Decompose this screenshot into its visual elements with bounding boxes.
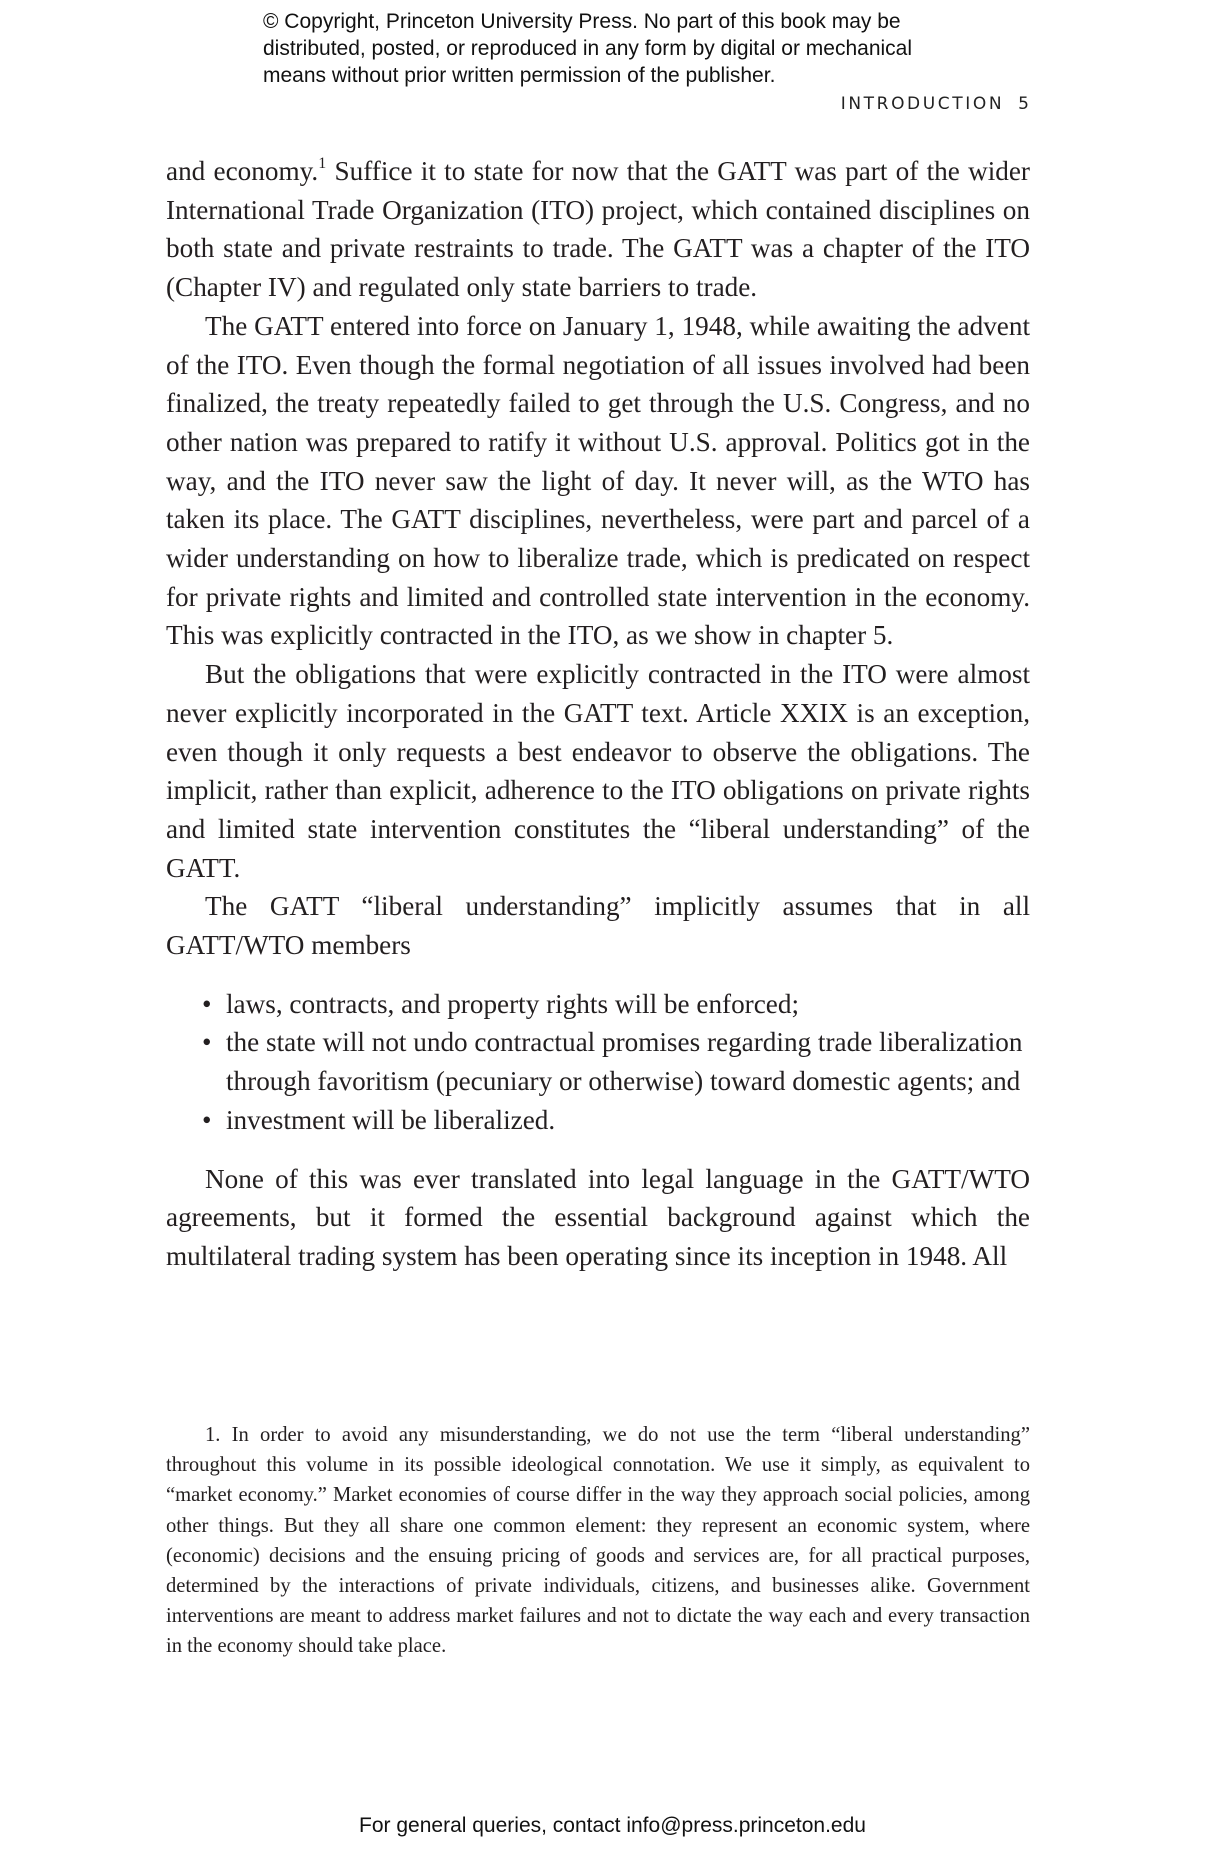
list-item-text: investment will be liberalized. [226, 1104, 556, 1135]
copyright-line-2: distributed, posted, or reproduced in any form by digital or mechanical [263, 37, 913, 60]
list-item-text: laws, contracts, and property rights will be enforced; [226, 988, 800, 1019]
copyright-notice [263, 8, 1043, 89]
running-head [841, 94, 1029, 114]
running-head-section: INTRODUCTION [840, 94, 1005, 114]
bullet-list [166, 985, 1030, 1140]
paragraph-4: The GATT “liberal understanding” implicitly assumes that in all GATT/WTO members [166, 891, 1030, 961]
bullet-icon: • [202, 1104, 212, 1135]
bullet-icon: • [202, 1027, 212, 1058]
paragraph-2: The GATT entered into force on January 1, 1948, while awaiting the advent of the ITO. Even though the formal negotiation of all issues involved had been finalized, the treaty repeatedly failed to get through the U.S. Congress, and no other nation was prepared to ratify it without U.S. approval. Politics got in the way, and the ITO never saw the light of day. It never will, as the WTO has taken its place. The GATT disciplines, nevertheless, were part and parcel of a wider understanding on how to liberalize trade, which is predicated on respect for private rights and limited and controlled state intervention in the economy. This was explicitly contracted in the ITO, as we show in chapter 5. [166, 310, 1030, 651]
list-item [202, 1023, 1030, 1100]
bullet-icon: • [202, 988, 212, 1019]
paragraph-3: But the obligations that were explicitly contracted in the ITO were almost never explicitly incorporated in the GATT text. Article XXIX is an exception, even though it only requests a best endeavor to observe the obligations. The implicit, rather than explicit, adherence to the ITO obligations on private rights and limited state intervention constitutes the “liberal understanding” of the GATT. [166, 659, 1030, 883]
list-item-text: the state will not undo contractual promises regarding trade liberalization through favoritism (pecuniary or otherwise) toward domestic agents; and [226, 1027, 1023, 1097]
copyright-line-3: means without prior written permission of the publisher. [263, 64, 776, 87]
paragraph-5: None of this was ever translated into legal language in the GATT/WTO agreements, but it formed the essential background against which the multilateral trading system has been operating since its inception in 1948. All [166, 1163, 1030, 1271]
list-item [202, 1101, 1030, 1140]
copyright-line-1: © Copyright, Princeton University Press. No part of this book may be [263, 10, 901, 33]
paragraph-1 [166, 152, 1030, 307]
footnote [166, 1420, 1030, 1662]
page-number: 5 [1018, 94, 1029, 114]
paragraph-1-start: and economy. [166, 156, 319, 186]
footnote-text: 1. In order to avoid any misunderstanding, we do not use the term “liberal understanding” throughout this volume in its possible ideological connotation. We use it simply, as equivalent to “market economy.” Market economies of course differ in the way they approach social policies, among other things. But they all share one common element: they represent an economic system, where (economic) decisions and the ensuing pricing of goods and services are, for all practical purposes, determined by the interactions of private individuals, citizens, and businesses alike. Government interventions are meant to address market failures and not to dictate the way each and every transaction in the economy should take place. [166, 1424, 1030, 1658]
contact-line: For general queries, contact info@press.princeton.edu [359, 1814, 866, 1837]
list-item [202, 985, 1030, 1024]
footnote-reference: 1 [318, 155, 327, 172]
paragraph-1-rest: Suffice it to state for now that the GATT was part of the wider International Trade Organization (ITO) project, which contained disciplines on both state and private restraints to trade. The GATT was a chapter of the ITO (Chapter IV) and regulated only state barriers to trade. [166, 156, 1030, 303]
body-text [166, 152, 1030, 1276]
